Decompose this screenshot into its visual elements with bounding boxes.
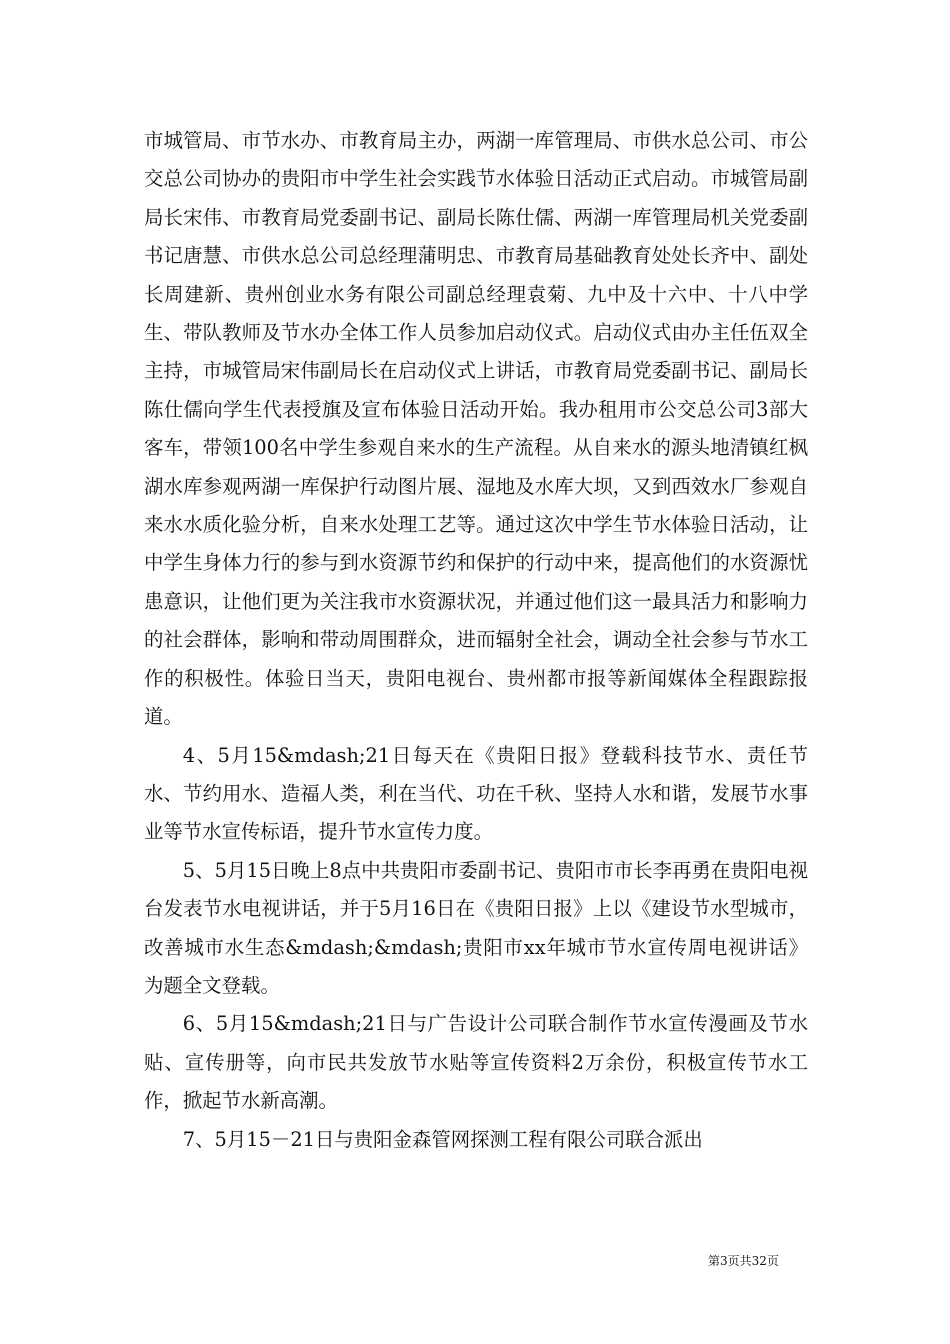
paragraph-continuation: 市城管局、市节水办、市教育局主办，两湖一库管理局、市供水总公司、市公交总公司协办的贵阳市中学生社会实践节水体验日活动正式启动。市城管局副局长宋伟、市教育局党委副书记、副局长陈仕儒、两湖一库管理局机关党委副书记唐慧、市供水总公司总经理蒲明忠、市教育局基础教育处处长齐中、副处长周建新、贵州创业水务有限公司副总经理袁菊、九中及十六中、十八中学生、带队教师及节水办全体工作人员参加启动仪式。启动仪式由办主任伍双全主持，市城管局宋伟副局长在启动仪式上讲话，市教育局党委副书记、副局长陈仕儒向学生代表授旗及宣布体验日活动开始。我办租用市公交总公司3部大客车，带领100名中学生参观自来水的生产流程。从自来水的源头地清镇红枫湖水库参观两湖一库保护行动图片展、湿地及水库大坝，又到西效水厂参观自来水水质化验分析，自来水处理工艺等。通过这次中学生节水体验日活动，让中学生身体力行的参与到水资源节约和保护的行动中来，提高他们的水资源忧患意识，让他们更为关注我市水资源状况，并通过他们这一最具活力和影响力的社会群体，影响和带动周围群众，进而辐射全社会，调动全社会参与节水工作的积极性。体验日当天，贵阳电视台、贵州都市报等新闻媒体全程跟踪报道。 [144, 129, 808, 729]
paragraph-item-6: 6、5月15&mdash;21日与广告设计公司联合制作节水宣传漫画及节水贴、宣传册等，向市民共发放节水贴等宣传资料2万余份，积极宣传节水工作，掀起节水新高潮。 [144, 1012, 808, 1113]
paragraph-item-7: 7、5月15－21日与贵阳金森管网探测工程有限公司联合派出 [182, 1127, 703, 1151]
paragraph-item-4: 4、5月15&mdash;21日每天在《贵阳日报》登载科技节水、责任节水、节约用水、造福人类，利在当代、功在千秋、坚持人水和谐，发展节水事业等节水宣传标语，提升节水宣传力度。 [144, 743, 808, 844]
body-text [144, 122, 808, 1159]
page-number: 第3页共32页 [708, 1254, 779, 1268]
paragraph-item-5: 5、5月15日晚上8点中共贵阳市委副书记、贵阳市市长李再勇在贵阳电视台发表节水电视讲话，并于5月16日在《贵阳日报》上以《建设节水型城市，改善城市水生态&mdash;&mdash;贵阳市xx年城市节水宣传周电视讲话》为题全文登载。 [144, 858, 808, 997]
